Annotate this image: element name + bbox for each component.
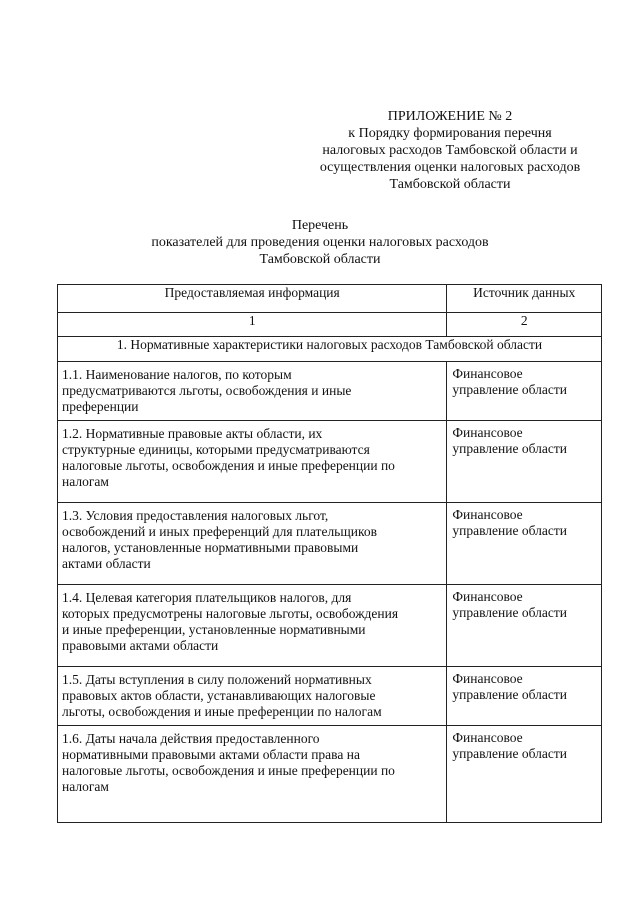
info-cell <box>58 503 447 585</box>
table-row <box>58 503 602 585</box>
table-row <box>58 585 602 667</box>
info-line: 1.2. Нормативные правовые акты области, их <box>62 426 323 441</box>
document-heading <box>100 217 540 268</box>
info-cell <box>58 667 447 726</box>
source-line: управление области <box>452 605 567 620</box>
info-cell <box>58 421 447 503</box>
info-line: 1.5. Даты вступления в силу положений нормативных <box>62 672 372 687</box>
heading-line: Тамбовской области <box>259 252 381 267</box>
info-line: актами области <box>62 556 151 571</box>
info-line: освобождений и иных преференций для плательщиков <box>62 524 377 539</box>
info-line: предусматриваются льготы, освобождения и иные <box>62 383 352 398</box>
info-line: налогов, установленные нормативными правовыми <box>62 540 359 555</box>
source-line: Финансовое <box>452 671 523 686</box>
source-line: управление области <box>452 687 567 702</box>
source-line: Финансовое <box>452 366 523 381</box>
info-line: структурные единицы, которыми предусматриваются <box>62 442 370 457</box>
section-row <box>58 337 602 362</box>
source-cell <box>447 503 602 585</box>
indicators-table <box>57 284 602 823</box>
source-cell <box>447 421 602 503</box>
appendix-header <box>300 108 600 193</box>
column-number-row <box>58 313 602 337</box>
table-row <box>58 667 602 726</box>
source-line: управление области <box>452 746 567 761</box>
table-row <box>58 362 602 421</box>
source-line: управление области <box>452 523 567 538</box>
table-row <box>58 726 602 823</box>
info-line: налогам <box>62 779 109 794</box>
source-cell <box>447 585 602 667</box>
info-line: правовыми актами области <box>62 638 219 653</box>
info-line: преференции <box>62 399 139 414</box>
appendix-title: ПРИЛОЖЕНИЕ № 2 <box>387 109 513 124</box>
source-cell <box>447 362 602 421</box>
heading-title: Перечень <box>291 218 349 233</box>
info-cell <box>58 726 447 823</box>
info-line: налогам <box>62 474 109 489</box>
appendix-line: осуществления оценки налоговых расходов <box>319 160 581 175</box>
info-line: льготы, освобождения и иные преференции по налогам <box>62 704 382 719</box>
column-header-source: Источник данных <box>447 285 602 313</box>
info-line: 1.4. Целевая категория плательщиков налогов, для <box>62 590 352 605</box>
source-cell <box>447 726 602 823</box>
appendix-line: Тамбовской области <box>389 177 511 192</box>
info-line: нормативными правовыми актами области права на <box>62 747 360 762</box>
section-title: 1. Нормативные характеристики налоговых расходов Тамбовской области <box>58 337 602 362</box>
source-line: Финансовое <box>452 730 523 745</box>
source-cell <box>447 667 602 726</box>
column-header-info: Предоставляемая информация <box>58 285 447 313</box>
appendix-line: к Порядку формирования перечня <box>348 126 552 141</box>
info-line: налоговые льготы, освобождения и иные преференции по <box>62 763 395 778</box>
info-line: 1.6. Даты начала действия предоставленного <box>62 731 320 746</box>
heading-line: показателей для проведения оценки налоговых расходов <box>151 235 489 250</box>
table-header-row <box>58 285 602 313</box>
info-line: правовых актов области, устанавливающих налоговые <box>62 688 376 703</box>
info-line: налоговые льготы, освобождения и иные преференции по <box>62 458 395 473</box>
info-line: и иные преференции, установленные нормативными <box>62 622 366 637</box>
info-cell <box>58 585 447 667</box>
source-line: управление области <box>452 441 567 456</box>
source-line: Финансовое <box>452 425 523 440</box>
info-line: 1.3. Условия предоставления налоговых льгот, <box>62 508 329 523</box>
table-row <box>58 421 602 503</box>
info-cell <box>58 362 447 421</box>
column-number: 2 <box>447 313 602 337</box>
info-line: которых предусмотрены налоговые льготы, освобождения <box>62 606 399 621</box>
source-line: Финансовое <box>452 507 523 522</box>
appendix-line: налоговых расходов Тамбовской области и <box>322 143 578 158</box>
source-line: управление области <box>452 382 567 397</box>
source-line: Финансовое <box>452 589 523 604</box>
column-number: 1 <box>58 313 447 337</box>
info-line: 1.1. Наименование налогов, по которым <box>62 367 292 382</box>
